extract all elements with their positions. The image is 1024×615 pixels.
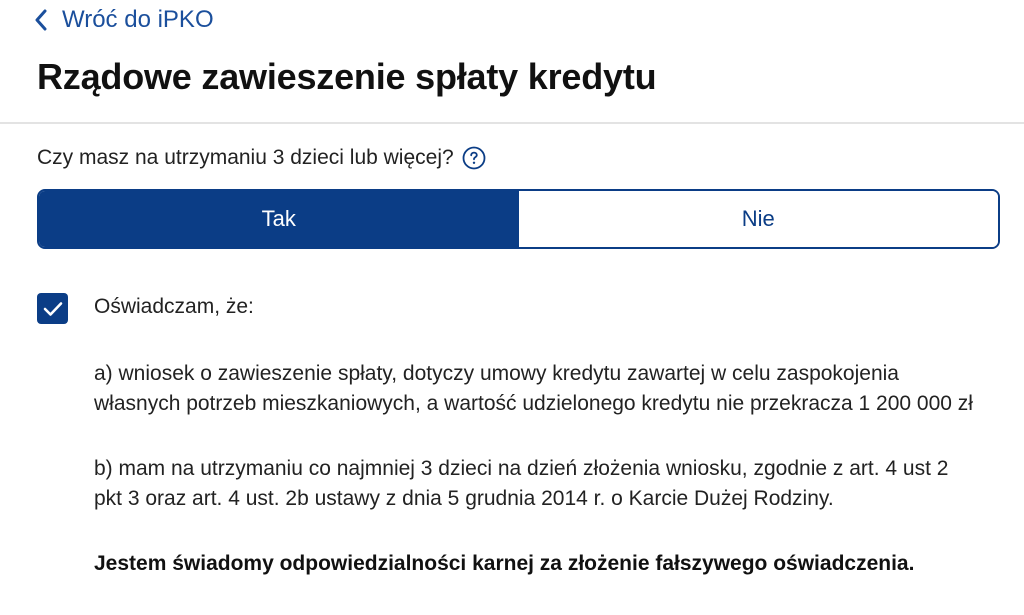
liability-warning: Jestem świadomy odpowiedzialności karnej za złożenie fałszywego oświadczenia. — [94, 552, 915, 575]
chevron-left-icon — [34, 9, 48, 31]
declaration-point-b — [94, 454, 948, 514]
children-toggle — [37, 189, 1000, 249]
declaration-point-a — [94, 359, 973, 419]
header-divider — [0, 122, 1024, 124]
declaration-point-a-line1: a) wniosek o zawieszenie spłaty, dotyczy umowy kredytu zawartej w celu zaspokojenia — [94, 362, 899, 385]
declaration-point-b-line2: pkt 3 oraz art. 4 ust. 2b ustawy z dnia 5 grudnia 2014 r. o Karcie Dużej Rodziny. — [94, 487, 834, 510]
question-row — [37, 144, 486, 172]
toggle-yes-button[interactable]: Tak — [39, 191, 519, 247]
declaration-point-a-line2: własnych potrzeb mieszkaniowych, a wartość udzielonego kredytu nie przekracza 1 200 000 zł — [94, 392, 973, 415]
declaration-point-b-line1: b) mam na utrzymaniu co najmniej 3 dzieci na dzień złożenia wniosku, zgodnie z art. 4 ust 2 — [94, 457, 949, 480]
question-circle-icon[interactable] — [462, 146, 486, 170]
question-text: Czy masz na utrzymaniu 3 dzieci lub więcej? — [37, 146, 454, 169]
back-link[interactable] — [34, 4, 214, 36]
declaration-title: Oświadczam, że: — [94, 295, 254, 318]
back-link-label: Wróć do iPKO — [62, 6, 214, 33]
checkmark-icon — [43, 301, 63, 317]
page-title: Rządowe zawieszenie spłaty kredytu — [37, 56, 657, 97]
declaration-checkbox[interactable] — [37, 293, 68, 324]
toggle-no-button[interactable]: Nie — [519, 191, 999, 247]
